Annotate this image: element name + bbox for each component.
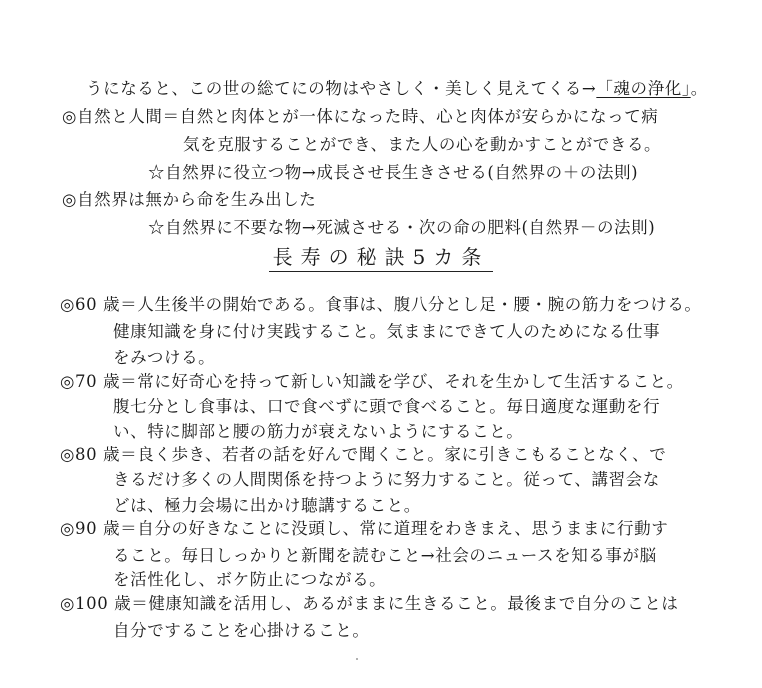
nature-creates-life-line: ◎自然界は無から命を生み出した: [62, 190, 317, 209]
scan-speck: [356, 658, 358, 660]
rule-60-line-3: をみつける。: [113, 348, 216, 367]
rule-100-line-2: 自分ですることを心掛けること。: [113, 621, 370, 640]
intro-line-1-text: うになると、この世の総てにの物はやさしく・美しく見えてくる→: [86, 79, 597, 98]
section-heading: [0, 243, 762, 271]
rule-80-line-3: どは、極力会場に出かけ聴講すること。: [113, 496, 421, 515]
intro-line-1: [86, 77, 708, 101]
nature-positive-law-line: ☆自然界に役立つ物→成長させ長生きさせる(自然界の＋の法則): [148, 163, 639, 182]
rule-60-line-2: 健康知識を身に付け実践すること。気ままにできて人のためになる仕事: [113, 322, 661, 341]
nature-and-human-continuation: 気を克服することができ、また人の心を動かすことができる。: [183, 135, 662, 154]
intro-line-1-end: 。: [690, 79, 708, 98]
rule-90-line-1: ◎90 歳＝自分の好きなことに没頭し、常に道理をわきまえ、思うままに行動す: [60, 519, 669, 538]
soul-purification-term: 「魂の浄化」: [596, 79, 691, 98]
rule-90-line-3: を活性化し、ボケ防止につながる。: [113, 570, 387, 589]
rule-70-line-3: い、特に脚部と腰の筋力が衰えないようにすること。: [113, 422, 524, 441]
rule-80-line-1: ◎80 歳＝良く歩き、若者の話を好んで聞くこと。家に引きこもることなく、で: [60, 445, 667, 464]
nature-negative-law-line: ☆自然界に不要な物→死滅させる・次の命の肥料(自然界－の法則): [148, 218, 656, 237]
rule-60-line-1: ◎60 歳＝人生後半の開始である。食事は、腹八分とし足・腰・腕の筋力をつける。: [60, 295, 702, 314]
rule-70-line-1: ◎70 歳＝常に好奇心を持って新しい知識を学び、それを生かして生活すること。: [60, 372, 684, 391]
heading-text: 長寿の秘訣5カ条: [269, 245, 494, 272]
rule-90-line-2: ること。毎日しっかりと新聞を読むこと→社会のニュースを知る事が脳: [113, 546, 657, 565]
rule-80-line-2: きるだけ多くの人間関係を持つように努力すること。従って、講習会な: [113, 470, 660, 489]
rule-70-line-2: 腹七分とし食事は、口で食べずに頭で食べること。毎日適度な運動を行: [113, 397, 661, 416]
nature-and-human-line: ◎自然と人間＝自然と肉体とが一体になった時、心と肉体が安らかになって病: [62, 107, 659, 126]
rule-100-line-1: ◎100 歳＝健康知識を活用し、あるがままに生きること。最後まで自分のことは: [60, 594, 679, 613]
